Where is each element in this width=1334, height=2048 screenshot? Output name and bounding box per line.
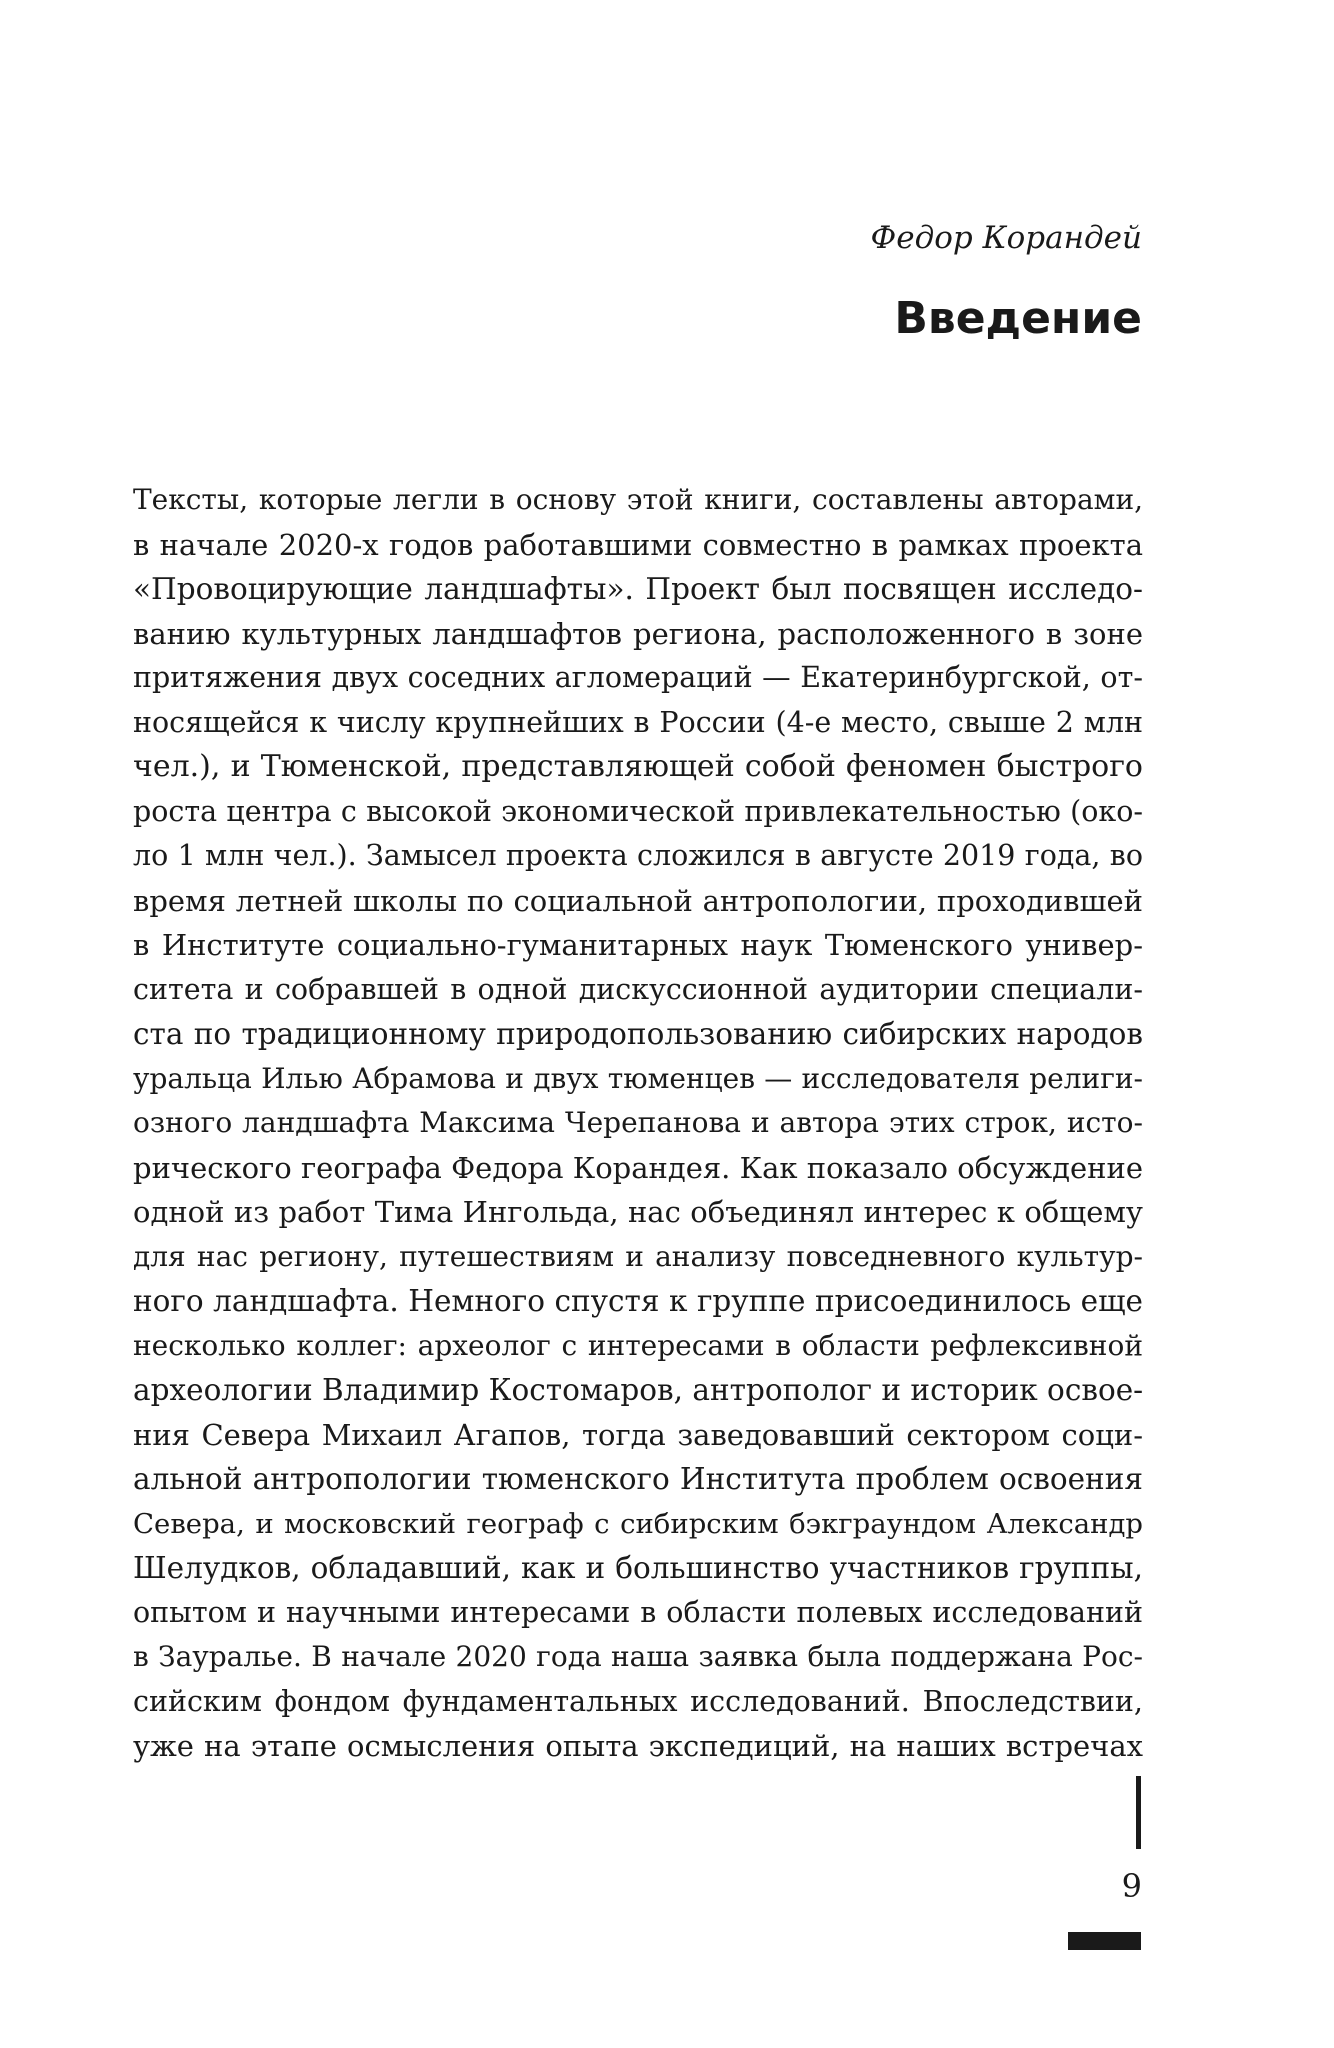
- text-line: в Зауралье. В начале 2020 года наша заявка была поддержана Рос-: [133, 1640, 1143, 1673]
- horizontal-rule: [1068, 1932, 1141, 1950]
- text-line: Шелудков, обладавший, как и большинство участников группы,: [133, 1551, 1143, 1585]
- text-line: время летней школы по социальной антропологии, проходившей: [133, 883, 1143, 918]
- body-text: [133, 478, 1143, 1769]
- text-line: археологии Владимир Костомаров, антрополог и историк освое-: [133, 1373, 1144, 1407]
- text-line: озного ландшафта Максима Черепанова и автора этих строк, исто-: [133, 1106, 1143, 1139]
- vertical-rule: [1136, 1776, 1141, 1849]
- text-line: носящейся к числу крупнейших в России (4-е место, свыше 2 млн: [133, 705, 1143, 739]
- text-line: рического географа Федора Корандея. Как показало обсуждение: [133, 1150, 1143, 1185]
- text-line: притяжения двух соседних агломераций — Екатеринбургской, от-: [133, 661, 1143, 694]
- text-line: уральца Илью Абрамова и двух тюменцев — исследователя религи-: [133, 1061, 1143, 1095]
- text-line: ванию культурных ландшафтов региона, расположенного в зоне: [133, 616, 1143, 651]
- text-line: Тексты, которые легли в основу этой книги, составлены авторами,: [133, 483, 1143, 516]
- text-line: ситета и собравшей в одной дискуссионной аудитории специали-: [133, 972, 1143, 1006]
- text-line: ста по традиционному природопользованию сибирских народов: [133, 1017, 1143, 1051]
- text-line: альной антропологии тюменского Института проблем освоения: [133, 1462, 1143, 1496]
- text-line: «Провоцирующие ландшафты». Проект был посвящен исследо-: [133, 572, 1143, 606]
- author-name: Федор Корандей: [870, 220, 1142, 256]
- text-line: несколько коллег: археолог с интересами в области рефлексивной: [133, 1328, 1143, 1362]
- text-line: сийским фондом фундаментальных исследований. Впоследствии,: [133, 1684, 1143, 1718]
- text-line: в Институте социально-гуманитарных наук Тюменского универ-: [133, 928, 1143, 962]
- text-line: опытом и научными интересами в области полевых исследований: [133, 1595, 1143, 1629]
- chapter-title: Введение: [894, 293, 1142, 344]
- text-line: Севера, и московский географ с сибирским бэкграундом Александр: [133, 1507, 1143, 1540]
- text-line: ло 1 млн чел.). Замысел проекта сложился в августе 2019 года, во: [133, 839, 1143, 872]
- text-line: уже на этапе осмысления опыта экспедиций, на наших встречах: [133, 1729, 1143, 1763]
- text-line: ния Севера Михаил Агапов, тогда заведовавший сектором соци-: [133, 1417, 1143, 1452]
- text-line: чел.), и Тюменской, представляющей собой феномен быстрого: [133, 749, 1143, 784]
- text-line: роста центра с высокой экономической привлекательностью (око-: [133, 794, 1143, 828]
- text-line: одной из работ Тима Ингольда, нас объединял интерес к общему: [133, 1195, 1143, 1229]
- text-line: для нас региону, путешествиям и анализу повседневного культур-: [133, 1239, 1143, 1273]
- page-number: 9: [1121, 1867, 1142, 1905]
- text-line: в начале 2020-х годов работавшими совместно в рамках проекта: [133, 527, 1143, 562]
- text-line: ного ландшафта. Немного спустя к группе присоединилось еще: [133, 1284, 1143, 1318]
